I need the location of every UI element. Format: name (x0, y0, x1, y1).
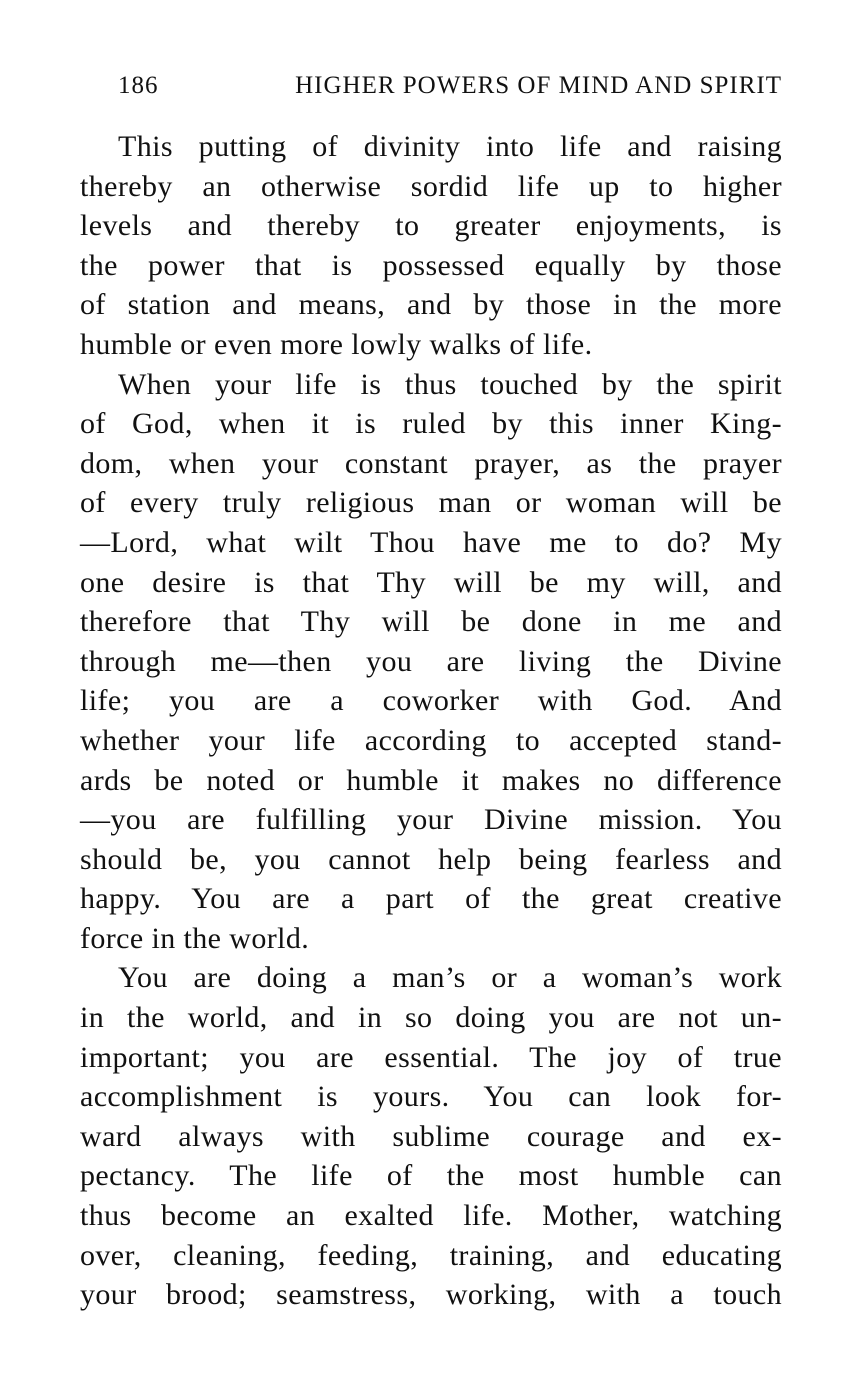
text-line: When your life is thus touched by the spirit (118, 367, 782, 401)
text-line: dom, when your constant prayer, as the prayer (80, 446, 782, 480)
paragraph (80, 958, 782, 1314)
text-line: humble or even more lowly walks of life. (80, 327, 593, 361)
text-line: —Lord, what wilt Thou have me to do? My (80, 525, 782, 559)
text-line: one desire is that Thy will be my will, and (80, 565, 782, 599)
text-line: ards be noted or humble it makes no difference (80, 763, 782, 797)
text-line: pectancy. The life of the most humble can (80, 1159, 782, 1193)
text-line: your brood; seamstress, working, with a touch (80, 1278, 782, 1312)
text-line: should be, you cannot help being fearless and (80, 842, 782, 876)
text-line: of every truly religious man or woman will be (80, 486, 782, 520)
text-line: whether your life according to accepted stand- (80, 723, 782, 757)
text-line: through me—then you are living the Divine (80, 644, 782, 678)
text-line: therefore that Thy will be done in me and (80, 605, 782, 639)
running-header (118, 72, 782, 108)
page-body (80, 127, 782, 1315)
text-line: happy. You are a part of the great creative (80, 882, 782, 916)
text-line: of station and means, and by those in the more (80, 288, 782, 322)
paragraph (80, 127, 782, 365)
text-line: of God, when it is ruled by this inner King- (80, 407, 782, 441)
running-title: HIGHER POWERS OF MIND AND SPIRIT (295, 72, 782, 99)
text-line: in the world, and in so doing you are not un- (80, 1001, 782, 1035)
text-line: force in the world. (80, 921, 310, 955)
text-line: You are doing a man’s or a woman’s work (118, 961, 782, 995)
text-line: This putting of divinity into life and raising (118, 130, 782, 163)
text-line: the power that is possessed equally by those (80, 248, 782, 282)
text-line: important; you are essential. The joy of true (80, 1040, 782, 1074)
text-line: thus become an exalted life. Mother, watching (80, 1199, 782, 1233)
text-line: —you are fulfilling your Divine mission. You (80, 803, 782, 837)
text-line: ward always with sublime courage and ex- (80, 1119, 782, 1153)
text-line: levels and thereby to greater enjoyments, is (80, 209, 782, 243)
page-number: 186 (118, 72, 159, 99)
text-line: over, cleaning, feeding, training, and educating (80, 1238, 782, 1272)
paragraph (80, 365, 782, 959)
text-line: thereby an otherwise sordid life up to higher (80, 169, 782, 203)
text-line: life; you are a coworker with God. And (80, 684, 782, 718)
text-line: accomplishment is yours. You can look for- (80, 1080, 782, 1114)
